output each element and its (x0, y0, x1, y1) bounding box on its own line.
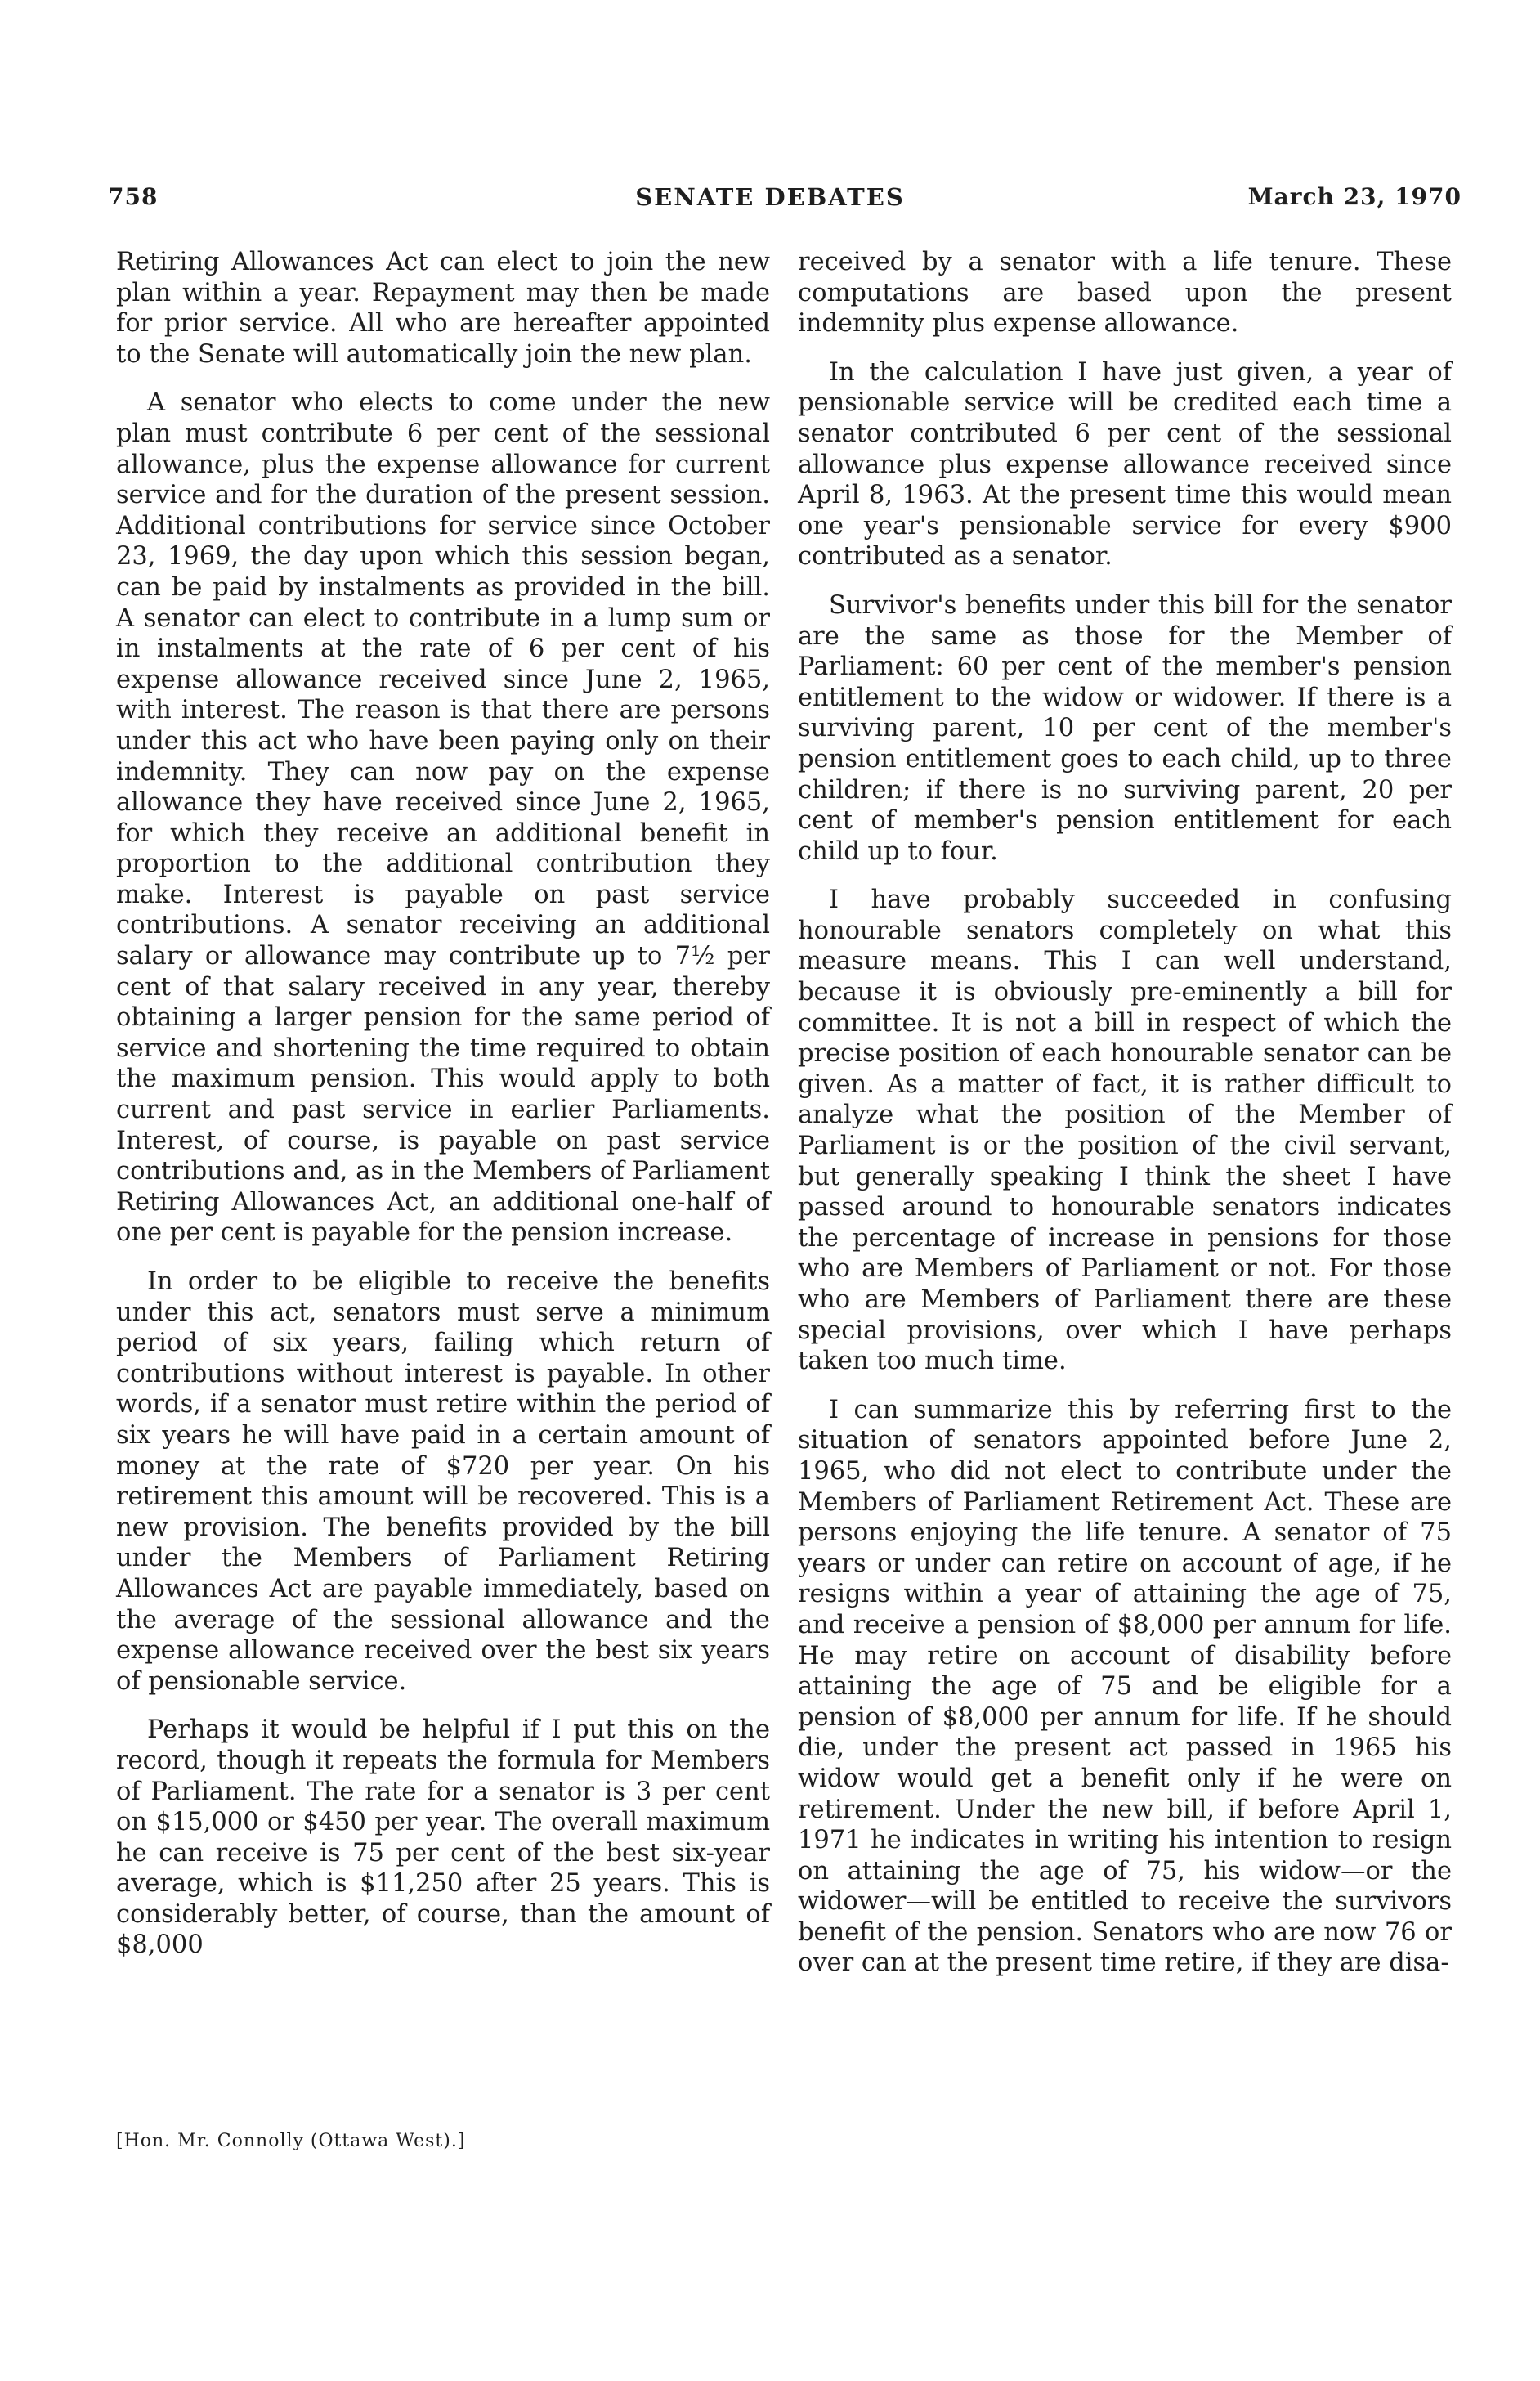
paragraph: Retiring Allowances Act can elect to join the new plan within a year. Repayment may then be made for prior service. All who are hereafter appointed to the Senate will automatically join the new plan. (116, 248, 770, 369)
paragraph: Survivor's benefits under this bill for the senator are the same as those for the Member of Parliament: 60 per cent of the member's pension entitlement to the widow or widower. If there is a surviving parent, 10 per cent of the member's pension entitlement goes to each child, up to three children; if there is no surviving parent, 20 per cent of member's pension entitlement for each child up to four. (798, 590, 1452, 866)
journal-title: SENATE DEBATES (635, 183, 905, 211)
paragraph: In the calculation I have just given, a year of pensionable service will be credited each time a senator contributed 6 per cent of the sessional allowance plus expense allowance received since April 8, 1963. At the present time this would mean one year's pensionable service for every $900 contributed as a senator. (798, 357, 1452, 572)
left-column (116, 247, 770, 1979)
paragraph: I can summarize this by referring first to the situation of senators appointed before June 2, 1965, who did not elect to contribute under the Members of Parliament Retirement Act. These are persons enjoying the life tenure. A senator of 75 years or under can retire on account of age, if he resigns within a year of attaining the age of 75, and receive a pension of $8,000 per annum for life. He may retire on account of disability before attaining the age of 75 and be eligible for a pension of $8,000 per annum for life. If he should die, under the present act passed in 1965 his widow would get a benefit only if he were on retirement. Under the new bill, if before April 1, 1971 he indicates in writing his intention to resign on attaining the age of 75, his widow—or the widower—will be entitled to receive the survivors benefit of the pension. Senators who are now 76 or over can at the present time retire, if they are disa- (798, 1395, 1452, 1978)
paragraph: Perhaps it would be helpful if I put this on the record, though it repeats the formula for Members of Parliament. The rate for a senator is 3 per cent on $15,000 or $450 per year. The overall maximum he can receive is 75 per cent of the best six-year average, which is $11,250 after 25 years. This is considerably better, of course, than the amount of $8,000 (116, 1715, 770, 1960)
paragraph: received by a senator with a life tenure. These computations are based upon the present indemnity plus expense allowance. (798, 248, 1452, 339)
issue-date: March 23, 1970 (1247, 183, 1462, 210)
paragraph: A senator who elects to come under the new plan must contribute 6 per cent of the sessional allowance, plus the expense allowance for current service and for the duration of the present session. Additional contributions for service since October 23, 1969, the day upon which this session began, can be paid by instalments as provided in the bill. A senator can elect to contribute in a lump sum or in instalments at the rate of 6 per cent of his expense allowance received since June 2, 1965, with interest. The reason is that there are persons under this act who have been paying only on their indemnity. They can now pay on the expense allowance they have received since June 2, 1965, for which they receive an additional benefit in proportion to the additional contribution they make. Interest is payable on past service contributions. A senator receiving an additional salary or allowance may contribute up to 7½ per cent of that salary received in any year, thereby obtaining a larger pension for the same period of service and shortening the time required to obtain the maximum pension. This would apply to both current and past service in earlier Parliaments. Interest, of course, is payable on past service contributions and, as in the Members of Parliament Retiring Allowances Act, an additional one-half of one per cent is payable for the pension increase. (116, 388, 770, 1248)
page-number: 758 (108, 183, 159, 210)
paragraph: I have probably succeeded in confusing honourable senators completely on what this measure means. This I can well understand, because it is obviously pre-eminently a bill for committee. It is not a bill in respect of which the precise position of each honourable senator can be given. As a matter of fact, it is rather difficult to analyze what the position of the Member of Parliament is or the position of the civil servant, but generally speaking I think the sheet I have passed around to honourable senators indicates the percentage of increase in pensions for those who are Members of Parliament or not. For those who are Members of Parliament there are these special provisions, over which I have perhaps taken too much time. (798, 886, 1452, 1376)
running-header (0, 183, 1540, 216)
speaker-attribution: [Hon. Mr. Connolly (Ottawa West).] (116, 2131, 466, 2151)
right-column (798, 247, 1452, 1997)
paragraph: In order to be eligible to receive the benefits under this act, senators must serve a minimum period of six years, failing which return of contributions without interest is payable. In other words, if a senator must retire within the period of six years he will have paid in a certain amount of money at the rate of $720 per year. On his retirement this amount will be recovered. This is a new provision. The benefits provided by the bill under the Members of Parliament Retiring Allowances Act are payable immediately, based on the average of the sessional allowance and the expense allowance received over the best six years of pensionable service. (116, 1267, 770, 1696)
